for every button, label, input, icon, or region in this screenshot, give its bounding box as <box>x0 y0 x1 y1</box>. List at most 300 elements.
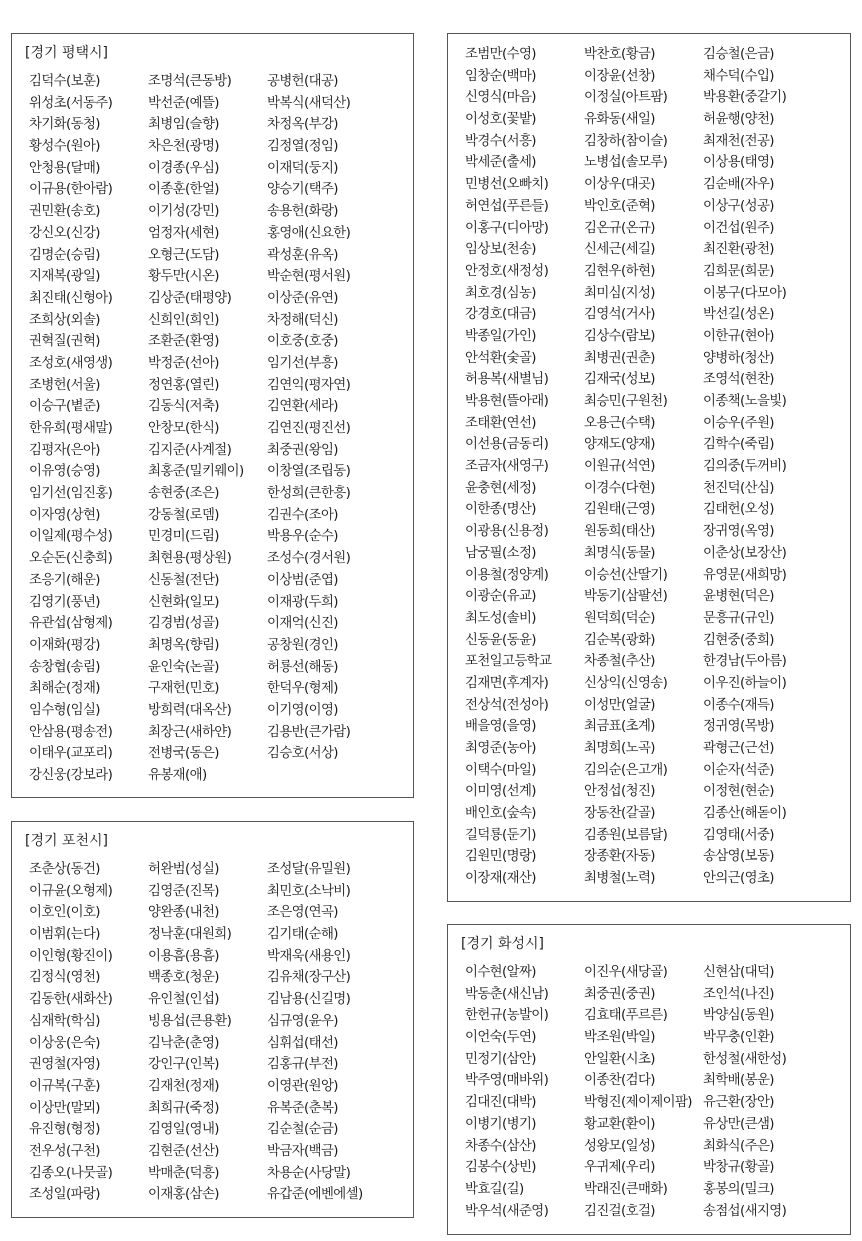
name-entry: 박금자(백금) <box>267 1143 338 1159</box>
pocheon-title: [경기 포천시] <box>25 833 108 849</box>
name-entry: 김유채(장구산) <box>267 970 351 986</box>
name-entry: 안창모(한식) <box>148 421 219 436</box>
name-entry: 포천일고등학교 <box>465 654 552 670</box>
name-entry: 지재복(광일) <box>29 269 100 285</box>
name-entry: 오형근(도담) <box>148 247 219 263</box>
name-entry: 유인철(인섭) <box>148 992 219 1008</box>
name-entry: 김의순(은고개) <box>584 762 668 778</box>
name-entry: 조영석(현찬) <box>703 372 774 388</box>
name-entry: 한유희(평새말) <box>29 421 113 436</box>
name-entry: 차용순(사당말) <box>267 1165 351 1181</box>
name-entry: 김동한(새화산) <box>29 992 113 1008</box>
name-entry: 정낙훈(대원희) <box>148 927 232 943</box>
name-entry: 김낙춘(춘영) <box>148 1035 219 1051</box>
name-entry: 조금자(새영구) <box>465 459 549 475</box>
name-entry: 박경수(서흥) <box>465 133 536 149</box>
name-entry: 김용반(큰가람) <box>267 724 351 740</box>
pyeongtaek-name-grid <box>29 71 386 787</box>
name-entry: 김현준(선산) <box>148 1143 219 1159</box>
name-entry: 장동찬(갈골) <box>584 806 655 822</box>
name-entry: 오순돈(신충희) <box>29 551 113 567</box>
name-entry: 안의근(영초) <box>703 871 774 887</box>
name-entry: 김영준(진목) <box>148 883 219 899</box>
name-entry: 김재천(정재) <box>148 1078 219 1094</box>
name-entry: 전우성(구천) <box>29 1143 100 1159</box>
name-entry: 이승구(볕준) <box>29 399 100 415</box>
name-entry: 최병철(노력) <box>584 871 655 887</box>
name-entry: 김효태(푸르른) <box>584 1008 668 1024</box>
name-entry: 조범만(수영) <box>465 47 536 62</box>
name-entry: 민병선(오빠치) <box>465 177 549 193</box>
name-entry: 신상익(신영송) <box>584 675 668 691</box>
name-entry: 김권수(조아) <box>267 507 338 523</box>
name-entry: 박선길(성온) <box>703 307 774 323</box>
name-entry: 이미영(선계) <box>465 784 536 800</box>
name-entry: 조희상(외솔) <box>29 312 100 328</box>
name-entry: 강경호(대금) <box>465 307 536 323</box>
name-entry: 조응기(해운) <box>29 572 100 588</box>
name-entry: 조환준(환영) <box>148 334 219 350</box>
pocheon-continued-box <box>447 33 851 902</box>
name-entry: 김재면(후계자) <box>465 675 549 691</box>
name-entry: 이광순(유교) <box>465 589 536 605</box>
name-entry: 강동철(로뎀) <box>148 507 219 523</box>
name-entry: 이유영(승영) <box>29 464 100 480</box>
name-entry: 조은영(연곡) <box>267 905 338 921</box>
name-entry: 임기선(부흥) <box>267 355 338 371</box>
name-entry: 양승기(택주) <box>267 182 338 198</box>
name-entry: 허룡선(해동) <box>267 659 338 675</box>
name-entry: 강신웅(강보라) <box>29 768 113 783</box>
name-entry: 권영철(자영) <box>29 1057 100 1073</box>
name-entry: 김동식(저축) <box>148 399 219 415</box>
name-entry: 장종환(자동) <box>584 849 655 865</box>
name-entry: 이우진(하늘이) <box>703 675 787 691</box>
name-entry: 최학배(봉운) <box>703 1073 774 1089</box>
name-entry: 양병하(청산) <box>703 350 774 366</box>
name-entry: 김진걸(호걸) <box>584 1203 655 1219</box>
name-entry: 이상범(준엽) <box>267 572 338 588</box>
name-entry: 박선준(예뜰) <box>148 95 219 111</box>
name-entry: 이영관(원앙) <box>267 1078 338 1094</box>
name-entry: 심재학(학심) <box>29 1013 100 1029</box>
name-entry: 장귀영(옥영) <box>703 524 774 540</box>
name-entry: 김재국(성보) <box>584 372 655 388</box>
name-entry: 김현중(중희) <box>703 632 774 648</box>
name-entry: 이성호(꽃밭) <box>465 112 536 128</box>
name-entry: 남궁필(소정) <box>465 545 536 561</box>
name-entry: 김영일(영내) <box>148 1122 219 1138</box>
name-entry: 안석환(숯골) <box>465 350 536 366</box>
name-entry: 김영석(거사) <box>584 307 655 323</box>
name-entry: 공창원(경인) <box>267 637 338 653</box>
name-entry: 이창열(조립동) <box>267 464 351 480</box>
name-entry: 채수덕(수입) <box>703 68 774 84</box>
name-entry: 이정현(현순) <box>703 784 774 800</box>
name-entry: 유복준(춘복) <box>267 1100 338 1116</box>
name-entry: 차기화(동청) <box>29 117 100 133</box>
name-entry: 이한규(현아) <box>703 328 774 344</box>
name-entry: 박종일(가인) <box>465 328 536 344</box>
name-entry: 박재욱(새용인) <box>267 948 351 964</box>
name-entry: 배을영(을영) <box>465 719 536 735</box>
name-entry: 강신오(신강) <box>29 225 100 241</box>
name-entry: 최민호(소낙비) <box>267 883 351 899</box>
name-entry: 유영문(새희망) <box>703 567 787 583</box>
name-entry: 이재화(평강) <box>29 637 100 653</box>
name-entry: 최명희(노곡) <box>584 741 655 756</box>
name-entry: 박효길(길) <box>465 1181 524 1197</box>
name-entry: 오용근(수택) <box>584 415 655 431</box>
name-entry: 김종원(보름달) <box>584 827 668 843</box>
name-entry: 천진덕(산심) <box>703 480 774 496</box>
name-entry: 백종호(청운) <box>148 970 219 986</box>
name-entry: 박찬호(황금) <box>584 47 655 62</box>
name-entry: 김대진(대박) <box>465 1095 536 1111</box>
name-entry: 허완범(성실) <box>148 862 219 877</box>
hwaseong-title: [경기 화성시] <box>461 936 544 952</box>
name-entry: 김순배(자우) <box>703 177 774 193</box>
name-entry: 유봉재(애) <box>148 768 207 783</box>
name-entry: 김평자(은아) <box>29 442 100 458</box>
name-entry: 김경범(성골) <box>148 616 219 632</box>
name-entry: 차정해(덕신) <box>267 312 338 328</box>
name-entry: 차종철(추산) <box>584 654 655 670</box>
name-entry: 최진환(광천) <box>703 242 774 258</box>
name-entry: 신희인(희인) <box>148 312 219 328</box>
name-entry: 김영기(풍년) <box>29 594 100 610</box>
name-entry: 김원민(명랑) <box>465 849 536 865</box>
name-entry: 권혁질(권혁) <box>29 334 100 350</box>
name-entry: 김종오(나뭇골) <box>29 1165 113 1181</box>
name-entry: 이상웅(은숙) <box>29 1035 100 1051</box>
name-entry: 이용철(정양계) <box>465 567 549 583</box>
name-entry: 권민환(송호) <box>29 204 100 220</box>
name-entry: 최도성(솔비) <box>465 610 536 626</box>
name-entry: 성왕모(일성) <box>584 1138 655 1154</box>
name-entry: 김연진(평진선) <box>267 421 351 436</box>
name-entry: 조성호(새영생) <box>29 355 113 371</box>
name-entry: 이상우(대곳) <box>584 177 655 193</box>
name-entry: 김봉수(상빈) <box>465 1160 536 1176</box>
name-entry: 강인구(인복) <box>148 1057 219 1073</box>
name-entry: 김덕수(보훈) <box>29 74 100 89</box>
name-entry: 최금표(초계) <box>584 719 655 735</box>
name-entry: 이호인(이호) <box>29 905 100 921</box>
name-entry: 신현삼(대덕) <box>703 965 774 980</box>
name-entry: 이택수(마일) <box>465 762 536 778</box>
name-entry: 이재덕(둥지) <box>267 160 338 176</box>
name-entry: 이상구(성공) <box>703 198 774 214</box>
name-entry: 김태헌(오성) <box>703 502 774 518</box>
name-entry: 김상수(람보) <box>584 328 655 344</box>
name-entry: 이기성(강민) <box>148 204 219 220</box>
name-entry: 이기영(이영) <box>267 702 338 718</box>
name-entry: 곽성훈(유옥) <box>267 247 338 263</box>
name-entry: 박용환(중갈기) <box>703 90 787 106</box>
name-entry: 박복식(새덕산) <box>267 95 351 111</box>
name-entry: 이건섭(원주) <box>703 220 774 236</box>
name-entry: 유상만(큰샘) <box>703 1116 774 1132</box>
name-entry: 박매춘(덕흥) <box>148 1165 219 1181</box>
name-entry: 최병권(권춘) <box>584 350 655 366</box>
name-entry: 이승선(산딸기) <box>584 567 668 583</box>
name-entry: 한성철(새한성) <box>703 1051 787 1067</box>
name-entry: 최명식(동물) <box>584 545 655 561</box>
name-entry: 박용우(순수) <box>267 529 338 545</box>
name-entry: 이재억(신진) <box>267 616 338 632</box>
name-entry: 조춘상(동건) <box>29 862 100 877</box>
pocheon-name-grid <box>29 859 386 1206</box>
name-entry: 전상석(전성아) <box>465 697 549 713</box>
name-entry: 이장윤(선창) <box>584 68 655 84</box>
name-entry: 이규복(구훈) <box>29 1078 100 1094</box>
name-entry: 이상준(유연) <box>267 290 338 306</box>
name-entry: 최화식(주은) <box>703 1138 774 1154</box>
name-entry: 조태환(연선) <box>465 415 536 431</box>
name-entry: 이순자(석준) <box>703 762 774 778</box>
name-entry: 최미심(지성) <box>584 285 655 301</box>
name-entry: 김의중(두꺼비) <box>703 459 787 475</box>
name-entry: 송용헌(화랑) <box>267 204 338 220</box>
pyeongtaek-title: [경기 평택시] <box>25 45 108 61</box>
name-entry: 이성만(얼굴) <box>584 697 655 713</box>
name-entry: 박양심(동원) <box>703 1008 774 1024</box>
name-entry: 신현화(일모) <box>148 594 219 610</box>
pyeongtaek-box <box>11 33 414 798</box>
name-entry: 박우석(새준영) <box>465 1203 549 1219</box>
name-entry: 김현우(하현) <box>584 263 655 279</box>
name-entry: 차종수(삼산) <box>465 1138 536 1154</box>
name-entry: 한헌규(농발이) <box>465 1008 549 1024</box>
name-entry: 박용현(뜰아래) <box>465 394 549 409</box>
name-entry: 이경수(다현) <box>584 480 655 496</box>
name-entry: 이춘상(보장산) <box>703 545 787 561</box>
name-entry: 최해순(정재) <box>29 681 100 697</box>
name-entry: 이상만(말뫼) <box>29 1100 100 1116</box>
name-entry: 이인형(황진이) <box>29 948 113 964</box>
name-entry: 원덕희(덕순) <box>584 610 655 626</box>
name-entry: 김원태(근영) <box>584 502 655 518</box>
name-entry: 최재천(전공) <box>703 133 774 149</box>
name-entry: 이장재(재산) <box>465 871 536 887</box>
name-entry: 안정호(새정성) <box>465 263 549 279</box>
name-entry: 김순복(광화) <box>584 632 655 648</box>
name-entry: 이호중(호중) <box>267 334 338 350</box>
name-entry: 박창규(황골) <box>703 1160 774 1176</box>
name-entry: 곽형근(근선) <box>703 741 774 756</box>
name-entry: 방희력(대옥산) <box>148 702 232 718</box>
name-entry: 안정섭(청진) <box>584 784 655 800</box>
name-entry: 길덕룡(둔기) <box>465 827 536 843</box>
name-entry: 박인호(준혁) <box>584 198 655 214</box>
name-entry: 김승철(은금) <box>703 47 774 62</box>
name-entry: 민정기(삼안) <box>465 1051 536 1067</box>
name-entry: 송창협(송림) <box>29 659 100 675</box>
name-entry: 박무충(인환) <box>703 1030 774 1046</box>
name-entry: 최영준(농아) <box>465 741 536 756</box>
name-entry: 이종책(노을빛) <box>703 394 787 409</box>
name-entry: 이규용(한아람) <box>29 182 113 198</box>
name-entry: 윤병현(덕은) <box>703 589 774 605</box>
name-entry: 이정실(아트팜) <box>584 90 668 106</box>
name-entry: 이경종(우심) <box>148 160 219 176</box>
name-entry: 김상준(태평양) <box>148 290 232 306</box>
name-entry: 안삼용(평송전) <box>29 724 113 740</box>
name-entry: 조인석(나진) <box>703 986 774 1002</box>
name-entry: 김지준(사계절) <box>148 442 232 458</box>
name-entry: 심휘섭(태선) <box>267 1035 338 1051</box>
name-entry: 김연환(세라) <box>267 399 338 415</box>
name-entry: 정연홍(열린) <box>148 377 219 393</box>
name-entry: 김순철(순금) <box>267 1122 338 1138</box>
name-entry: 박동춘(새신남) <box>465 986 549 1002</box>
hwaseong-box <box>447 924 851 1235</box>
name-entry: 김창하(참이슬) <box>584 133 668 149</box>
name-entry: 박형진(제이제이팜) <box>584 1095 692 1111</box>
name-entry: 한경남(두아름) <box>703 654 787 670</box>
name-entry: 박래진(큰매화) <box>584 1181 668 1197</box>
name-entry: 유근환(장안) <box>703 1095 774 1111</box>
name-entry: 한덕우(형제) <box>267 681 338 697</box>
name-entry: 위성초(서동주) <box>29 95 113 111</box>
name-entry: 유진형(형정) <box>29 1122 100 1138</box>
name-entry: 구재헌(민호) <box>148 681 219 697</box>
name-entry: 조명석(큰동방) <box>148 74 232 89</box>
name-entry: 황두만(시온) <box>148 269 219 285</box>
name-entry: 문흥규(규인) <box>703 610 774 626</box>
name-entry: 차정옥(부강) <box>267 117 338 133</box>
name-entry: 한성희(큰한흥) <box>267 486 351 502</box>
name-entry: 조성일(파랑) <box>29 1187 100 1203</box>
name-entry: 이병기(병기) <box>465 1116 536 1132</box>
name-entry: 윤충현(세정) <box>465 480 536 496</box>
name-entry: 김명순(승림) <box>29 247 100 263</box>
name-entry: 박주영(매바위) <box>465 1073 549 1089</box>
name-entry: 이종찬(검다) <box>584 1073 655 1089</box>
name-entry: 김정식(영천) <box>29 970 100 986</box>
name-entry: 양재도(양재) <box>584 437 655 453</box>
name-entry: 신동철(전단) <box>148 572 219 588</box>
name-entry: 김홍규(부전) <box>267 1057 338 1073</box>
name-entry: 이수현(알짜) <box>465 965 536 980</box>
name-entry: 최진태(신형아) <box>29 290 113 306</box>
name-entry: 신동윤(동윤) <box>465 632 536 648</box>
name-entry: 김영태(서중) <box>703 827 774 843</box>
name-entry: 최승민(구원천) <box>584 394 668 409</box>
name-entry: 김온규(온규) <box>584 220 655 236</box>
name-entry: 이일제(평수성) <box>29 529 113 545</box>
name-entry: 신영식(마음) <box>465 90 536 106</box>
name-entry: 임상보(천송) <box>465 242 536 258</box>
name-entry: 안청용(달매) <box>29 160 100 176</box>
name-entry: 최희규(죽정) <box>148 1100 219 1116</box>
name-entry: 심규영(윤우) <box>267 1013 338 1029</box>
name-entry: 이재광(두희) <box>267 594 338 610</box>
name-entry: 이승우(주원) <box>703 415 774 431</box>
name-entry: 이종훈(한얼) <box>148 182 219 198</box>
name-entry: 허연섭(푸른들) <box>465 198 549 214</box>
name-entry: 김희문(희문) <box>703 263 774 279</box>
name-entry: 이원규(석연) <box>584 459 655 475</box>
name-entry: 이한종(명산) <box>465 502 536 518</box>
name-entry: 배인호(숲속) <box>465 806 536 822</box>
name-entry: 김승호(서상) <box>267 746 338 762</box>
name-entry: 최중권(왕임) <box>267 442 338 458</box>
name-entry: 이언숙(두연) <box>465 1030 536 1046</box>
name-entry: 이봉구(다모아) <box>703 285 787 301</box>
name-entry: 안일환(시초) <box>584 1051 655 1067</box>
name-entry: 황성수(원아) <box>29 139 100 155</box>
name-entry: 빙용섭(큰용환) <box>148 1013 232 1029</box>
name-entry: 이상용(태영) <box>703 155 774 171</box>
name-entry: 이진우(새당골) <box>584 965 668 980</box>
name-entry: 이광용(신용정) <box>465 524 549 540</box>
name-entry: 김연익(평자연) <box>267 377 351 393</box>
name-entry: 원동희(태산) <box>584 524 655 540</box>
name-entry: 윤인숙(논골) <box>148 659 219 675</box>
name-entry: 송점섭(새지영) <box>703 1203 787 1219</box>
name-entry: 유갑준(에벤에셀) <box>267 1187 363 1203</box>
name-entry: 우귀제(우리) <box>584 1160 655 1176</box>
name-entry: 최현용(평상원) <box>148 551 232 567</box>
name-entry: 박순현(평서원) <box>267 269 351 285</box>
name-entry: 노병섭(솔모루) <box>584 155 668 171</box>
pocheon-continued-name-grid <box>465 44 822 890</box>
name-entry: 송현중(조은) <box>148 486 219 502</box>
name-entry: 김종산(해돋이) <box>703 806 787 822</box>
name-entry: 이용흠(용흠) <box>148 948 219 964</box>
name-entry: 허윤행(양천) <box>703 112 774 128</box>
name-entry: 홍영애(신요한) <box>267 225 351 241</box>
name-entry: 박정준(선아) <box>148 355 219 371</box>
name-entry: 차은천(광명) <box>148 139 219 155</box>
name-entry: 임창순(백마) <box>465 68 536 84</box>
name-entry <box>267 765 386 787</box>
name-entry: 조성달(유밀원) <box>267 862 351 877</box>
name-entry: 이자영(상현) <box>29 507 100 523</box>
name-entry: 양완종(내천) <box>148 905 219 921</box>
name-entry: 최호경(심농) <box>465 285 536 301</box>
name-entry: 신세근(세길) <box>584 242 655 258</box>
name-entry: 임기선(임진홍) <box>29 486 113 502</box>
name-entry: 허용복(새별님) <box>465 372 549 388</box>
pocheon-box <box>11 821 414 1218</box>
name-entry: 임수형(임실) <box>29 702 100 718</box>
name-entry: 박동기(삼팔선) <box>584 589 668 605</box>
name-entry: 박조원(박일) <box>584 1030 655 1046</box>
name-entry: 조병헌(서울) <box>29 377 100 393</box>
name-entry: 박세준(출세) <box>465 155 536 171</box>
name-entry: 김기태(순해) <box>267 927 338 943</box>
name-entry: 이태우(교포리) <box>29 746 113 762</box>
name-entry: 최중권(중권) <box>584 986 655 1002</box>
name-entry: 조성수(경서원) <box>267 551 351 567</box>
name-entry: 김남용(신길명) <box>267 992 351 1008</box>
name-entry: 최홍준(밀키웨이) <box>148 464 244 480</box>
name-entry: 김학수(죽림) <box>703 437 774 453</box>
name-entry: 이재홍(삼손) <box>148 1187 219 1203</box>
name-entry: 전병국(동은) <box>148 746 219 762</box>
name-entry: 유관섭(삼형제) <box>29 616 113 632</box>
hwaseong-name-grid <box>465 962 822 1222</box>
name-entry: 민경미(드림) <box>148 529 219 545</box>
name-entry: 이규윤(오형제) <box>29 883 113 899</box>
name-entry: 유화동(새일) <box>584 112 655 128</box>
name-entry: 황교환(환이) <box>584 1116 655 1132</box>
name-entry: 김정열(정임) <box>267 139 338 155</box>
name-entry: 이선용(금동리) <box>465 437 549 453</box>
